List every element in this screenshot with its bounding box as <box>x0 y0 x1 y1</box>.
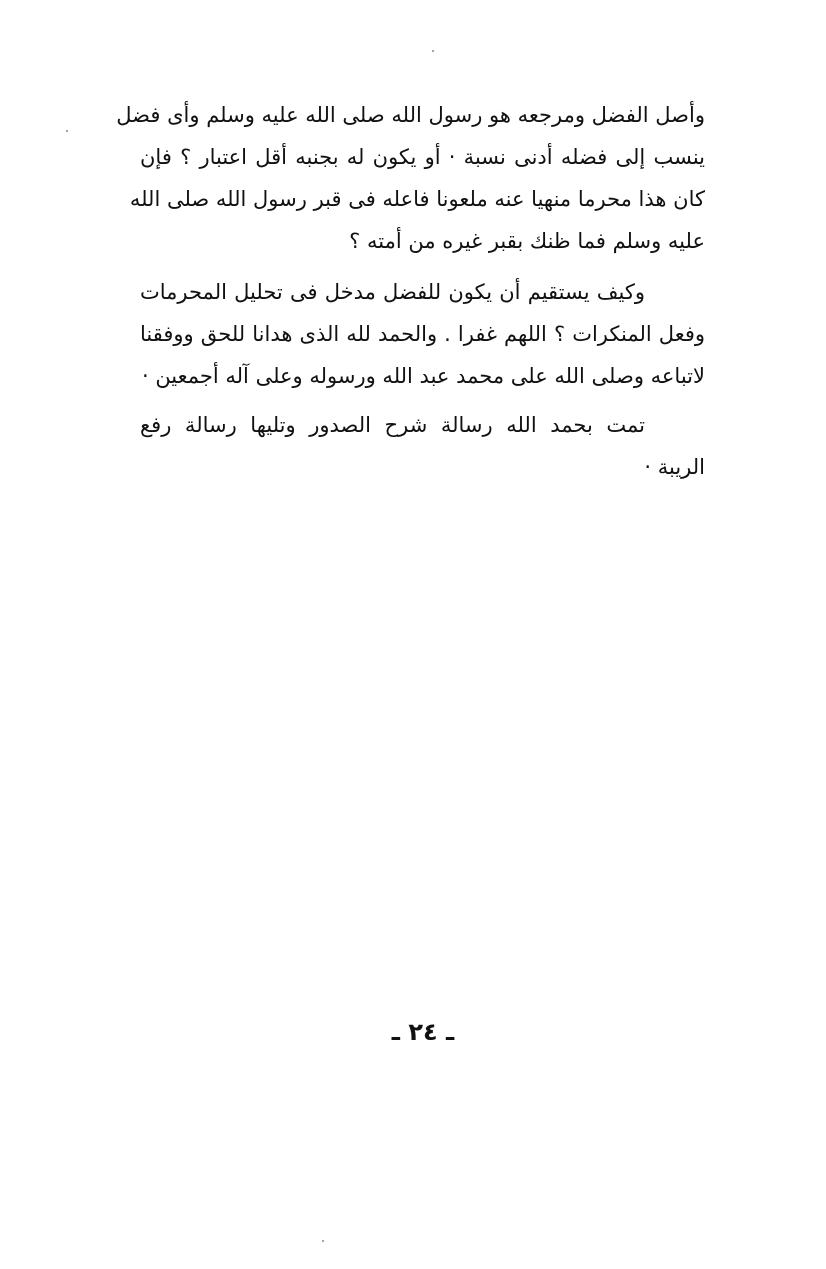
scan-speck <box>432 50 434 52</box>
text-line: عليه وسلم فما ظنك بقبر غيره من أمته ؟ <box>349 229 705 253</box>
page-number: ـ ٢٤ ـ <box>391 1018 455 1046</box>
text-line: وأصل الفضل ومرجعه هو رسول الله صلى الله عليه وسلم وأى فضل <box>116 103 705 127</box>
text-line: كان هذا محرما منهيا عنه ملعونا فاعله فى قبر رسول الله صلى الله <box>129 187 705 211</box>
text-line: الريبة · <box>644 455 705 479</box>
text-line: لاتباعه وصلى الله على محمد عبد الله ورسوله وعلى آله أجمعين · <box>141 364 705 388</box>
text-line: وفعل المنكرات ؟ اللهم غفرا . والحمد لله الذى هدانا للحق ووفقنا <box>140 322 705 346</box>
text-line: وكيف يستقيم أن يكون للفضل مدخل فى تحليل المحرمات <box>140 280 645 304</box>
scan-speck <box>66 130 68 132</box>
scan-speck <box>322 1240 324 1242</box>
text-line: ينسب إلى فضله أدنى نسبة · أو يكون له بجنبه أقل اعتبار ؟ فإن <box>140 145 705 169</box>
text-line: تمت بحمد الله رسالة شرح الصدور وتليها رسالة رفع <box>140 413 645 437</box>
